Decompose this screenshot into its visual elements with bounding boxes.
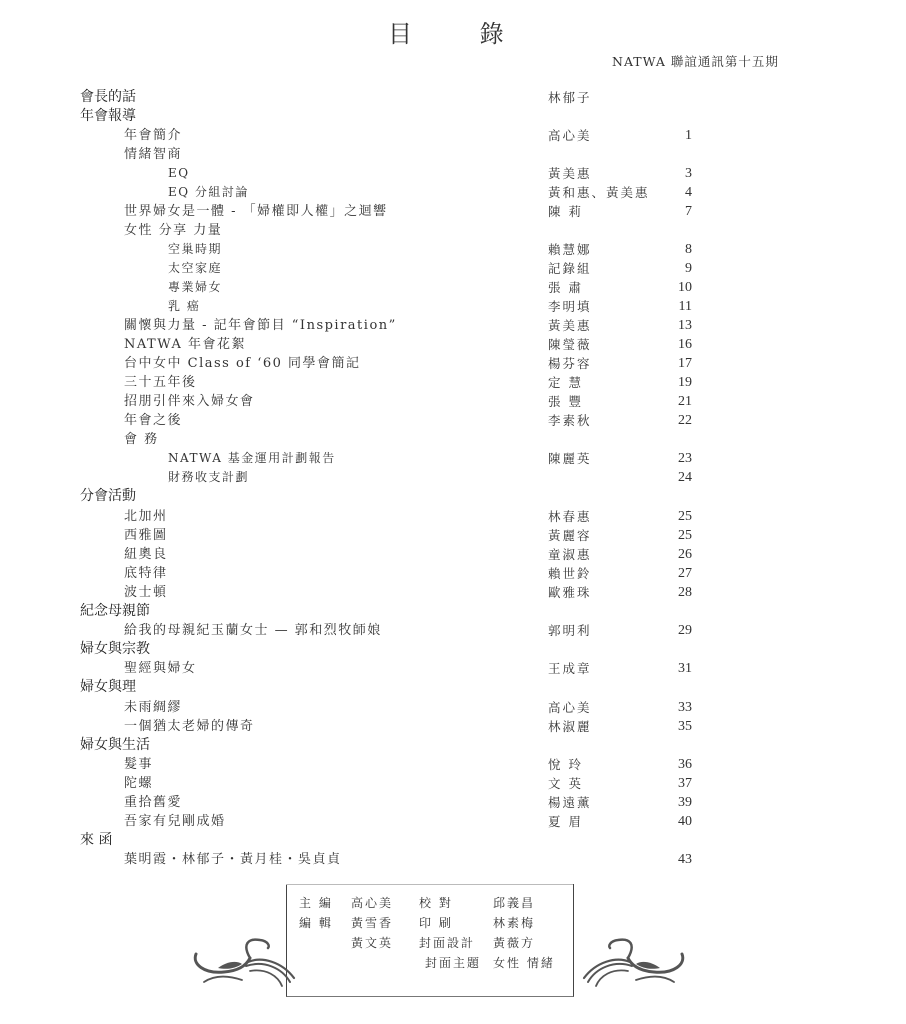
issue-subtitle: NATWA 聯誼通訊第十五期 <box>612 54 779 69</box>
toc-title: 乳 癌 <box>168 299 201 313</box>
toc-title: 聖經與婦女 <box>124 661 197 676</box>
toc-title: 關懷與力量 - 記年會節目 “Inspiration” <box>124 318 397 333</box>
toc-title: 來 函 <box>80 832 113 848</box>
toc-page-number: 43 <box>678 852 692 867</box>
toc-author: 李明填 <box>548 299 592 314</box>
credit-role: 主 編 <box>299 896 333 910</box>
toc-page-number: 35 <box>678 719 692 734</box>
toc-author: 林郁子 <box>548 90 592 105</box>
toc-title: 年會之後 <box>124 413 183 428</box>
toc-page-number: 13 <box>678 318 692 333</box>
toc-page-number: 29 <box>678 623 692 638</box>
toc-title: 北加州 <box>124 509 168 524</box>
toc-entry <box>0 316 906 335</box>
toc-title: EQ 分組討論 <box>168 185 249 199</box>
toc-entry <box>0 850 906 869</box>
credit-role: 編 輯 <box>299 916 333 930</box>
toc-author: 悅 玲 <box>548 757 583 772</box>
toc-title: 會 務 <box>124 432 159 447</box>
right-swirl-ornament-icon <box>578 938 688 988</box>
toc-page-number: 3 <box>685 166 692 181</box>
credit-role: 印 刷 <box>419 916 453 930</box>
toc-entry <box>0 183 906 202</box>
toc-section-heading <box>0 736 906 755</box>
toc-author: 楊芬容 <box>548 356 592 371</box>
toc-entry <box>0 564 906 583</box>
toc-title: 情緒智商 <box>124 147 183 162</box>
toc-author: 定 慧 <box>548 375 583 390</box>
toc-title: 底特律 <box>124 566 168 581</box>
credit-name: 邱義昌 <box>493 896 536 910</box>
toc-entry <box>0 755 906 774</box>
toc-section-heading <box>0 107 906 126</box>
toc-page-number: 36 <box>678 757 692 772</box>
toc-section-heading <box>0 487 906 506</box>
toc-page-number: 24 <box>678 470 692 485</box>
credit-name: 女性 情緒 <box>493 956 555 970</box>
toc-entry <box>0 698 906 717</box>
toc-entry <box>0 411 906 430</box>
toc-author: 張 肅 <box>548 280 583 295</box>
toc-title: 台中女中 Class of ‘60 同學會簡記 <box>124 356 361 371</box>
toc-page-number: 16 <box>678 337 692 352</box>
toc-page-number: 11 <box>678 299 692 314</box>
toc-entry <box>0 297 906 316</box>
toc-title: NATWA 基金運用計劃報告 <box>168 451 336 465</box>
toc-entry <box>0 126 906 145</box>
toc-title: 分會活動 <box>80 488 136 504</box>
credit-name: 黃薇方 <box>493 936 536 950</box>
toc-page-number: 25 <box>678 509 692 524</box>
credit-role: 封面設計 <box>419 936 476 950</box>
toc-page-number: 31 <box>678 661 692 676</box>
toc-page-number: 25 <box>678 528 692 543</box>
toc-title: 給我的母親紀玉蘭女士 — 郭和烈牧師娘 <box>124 623 382 638</box>
toc-author: 黃麗容 <box>548 528 592 543</box>
toc-page-number: 26 <box>678 547 692 562</box>
toc-title: EQ <box>168 166 190 180</box>
toc-title: 財務收支計劃 <box>168 470 250 484</box>
toc-title: 未雨綢繆 <box>124 700 183 715</box>
toc-author: 黃和惠、黃美惠 <box>548 185 650 200</box>
toc-title: 會長的話 <box>80 89 136 105</box>
toc-entry <box>0 145 906 164</box>
toc-section-heading <box>0 831 906 850</box>
toc-page-number: 40 <box>678 814 692 829</box>
credit-name: 林素梅 <box>493 916 536 930</box>
toc-entry <box>0 545 906 564</box>
toc-entry <box>0 449 906 468</box>
toc-entry <box>0 812 906 831</box>
toc-entry <box>0 278 906 297</box>
toc-author: 賴慧娜 <box>548 242 592 257</box>
toc-entry <box>0 354 906 373</box>
toc-author: 黃美惠 <box>548 166 592 181</box>
toc-title: 婦女與宗教 <box>80 641 150 657</box>
toc-author: 黃美惠 <box>548 318 592 333</box>
toc-page-number: 17 <box>678 356 692 371</box>
credit-name: 高心美 <box>351 896 394 910</box>
toc-section-heading <box>0 678 906 697</box>
toc-entry <box>0 507 906 526</box>
toc-author: 陳麗英 <box>548 451 592 466</box>
credit-name: 黃雪香 <box>351 916 394 930</box>
toc-title: 葉明霞・林郁子・黃月桂・吳貞貞 <box>124 852 342 867</box>
toc-entry <box>0 774 906 793</box>
credit-role: 校 對 <box>419 896 453 910</box>
toc-author: 文 英 <box>548 776 583 791</box>
toc-author: 陳 莉 <box>548 204 583 219</box>
toc-entry <box>0 583 906 602</box>
toc-title: 紀念母親節 <box>80 603 150 619</box>
toc-title: 婦女與理 <box>80 679 136 695</box>
toc-page-number: 22 <box>678 413 692 428</box>
toc-entry <box>0 164 906 183</box>
toc-author: 林春惠 <box>548 509 592 524</box>
toc-page-number: 8 <box>685 242 692 257</box>
toc-page-number: 1 <box>685 128 692 143</box>
toc-entry <box>0 392 906 411</box>
toc-entry <box>0 526 906 545</box>
toc-entry <box>0 717 906 736</box>
toc-entry <box>0 621 906 640</box>
toc-entry <box>0 335 906 354</box>
toc-author: 夏 眉 <box>548 814 583 829</box>
editorial-credits-box <box>286 884 574 997</box>
toc-section-heading <box>0 88 906 107</box>
credit-name: 黃文英 <box>351 936 394 950</box>
toc-page-number: 4 <box>685 185 692 200</box>
toc-author: 童淑惠 <box>548 547 592 562</box>
toc-title: NATWA 年會花絮 <box>124 337 246 352</box>
toc-page-number: 9 <box>685 261 692 276</box>
toc-entry <box>0 430 906 449</box>
toc-title: 婦女與生活 <box>80 737 150 753</box>
toc-author: 張 豐 <box>548 394 583 409</box>
toc-author: 李素秋 <box>548 413 592 428</box>
toc-author: 高心美 <box>548 700 592 715</box>
toc-title: 一個猶太老婦的傳奇 <box>124 719 255 734</box>
toc-entry <box>0 793 906 812</box>
toc-title: 招朋引伴來入婦女會 <box>124 394 255 409</box>
toc-author: 記錄組 <box>548 261 592 276</box>
toc-page-number: 21 <box>678 394 692 409</box>
toc-section-heading <box>0 640 906 659</box>
toc-author: 郭明利 <box>548 623 592 638</box>
toc-title: 世界婦女是一體 - 「婦權即人權」之迴響 <box>124 204 388 219</box>
toc-author: 歐雅珠 <box>548 585 592 600</box>
toc-entry <box>0 240 906 259</box>
toc-entry <box>0 373 906 392</box>
toc-entry <box>0 659 906 678</box>
toc-title: 女性 分享 力量 <box>124 223 223 238</box>
toc-page-number: 10 <box>678 280 692 295</box>
toc-author: 楊遠薰 <box>548 795 592 810</box>
toc-title: 西雅圖 <box>124 528 168 543</box>
toc-author: 林淑麗 <box>548 719 592 734</box>
toc-title: 紐奧良 <box>124 547 168 562</box>
toc-section-heading <box>0 602 906 621</box>
toc-page-number: 33 <box>678 700 692 715</box>
toc-entry <box>0 259 906 278</box>
toc-title: 空巢時期 <box>168 242 223 256</box>
toc-title: 重拾舊愛 <box>124 795 183 810</box>
toc-title: 吾家有兒剛成婚 <box>124 814 226 829</box>
toc-page-number: 7 <box>685 204 692 219</box>
left-swirl-ornament-icon <box>190 938 300 988</box>
toc-entry <box>0 468 906 487</box>
toc-page-number: 27 <box>678 566 692 581</box>
toc-author: 陳瑩薇 <box>548 337 592 352</box>
credit-role: 封面主題 <box>425 956 482 970</box>
toc-title: 陀螺 <box>124 776 154 791</box>
toc-title: 年會簡介 <box>124 128 183 143</box>
toc-author: 王成章 <box>548 661 592 676</box>
page-title: 目 錄 <box>388 20 534 48</box>
toc-author: 高心美 <box>548 128 592 143</box>
toc-page-number: 23 <box>678 451 692 466</box>
toc-page-number: 28 <box>678 585 692 600</box>
toc-title: 年會報導 <box>80 108 136 124</box>
toc-author: 賴世鈴 <box>548 566 592 581</box>
toc-title: 太空家庭 <box>168 261 223 275</box>
toc-entry <box>0 221 906 240</box>
toc-entry <box>0 202 906 221</box>
toc-title: 三十五年後 <box>124 375 197 390</box>
toc-title: 專業婦女 <box>168 280 223 294</box>
toc-title: 髮事 <box>124 757 154 772</box>
toc-title: 波士頓 <box>124 585 168 600</box>
toc-page-number: 39 <box>678 795 692 810</box>
toc-page-number: 37 <box>678 776 692 791</box>
toc-page-number: 19 <box>678 375 692 390</box>
